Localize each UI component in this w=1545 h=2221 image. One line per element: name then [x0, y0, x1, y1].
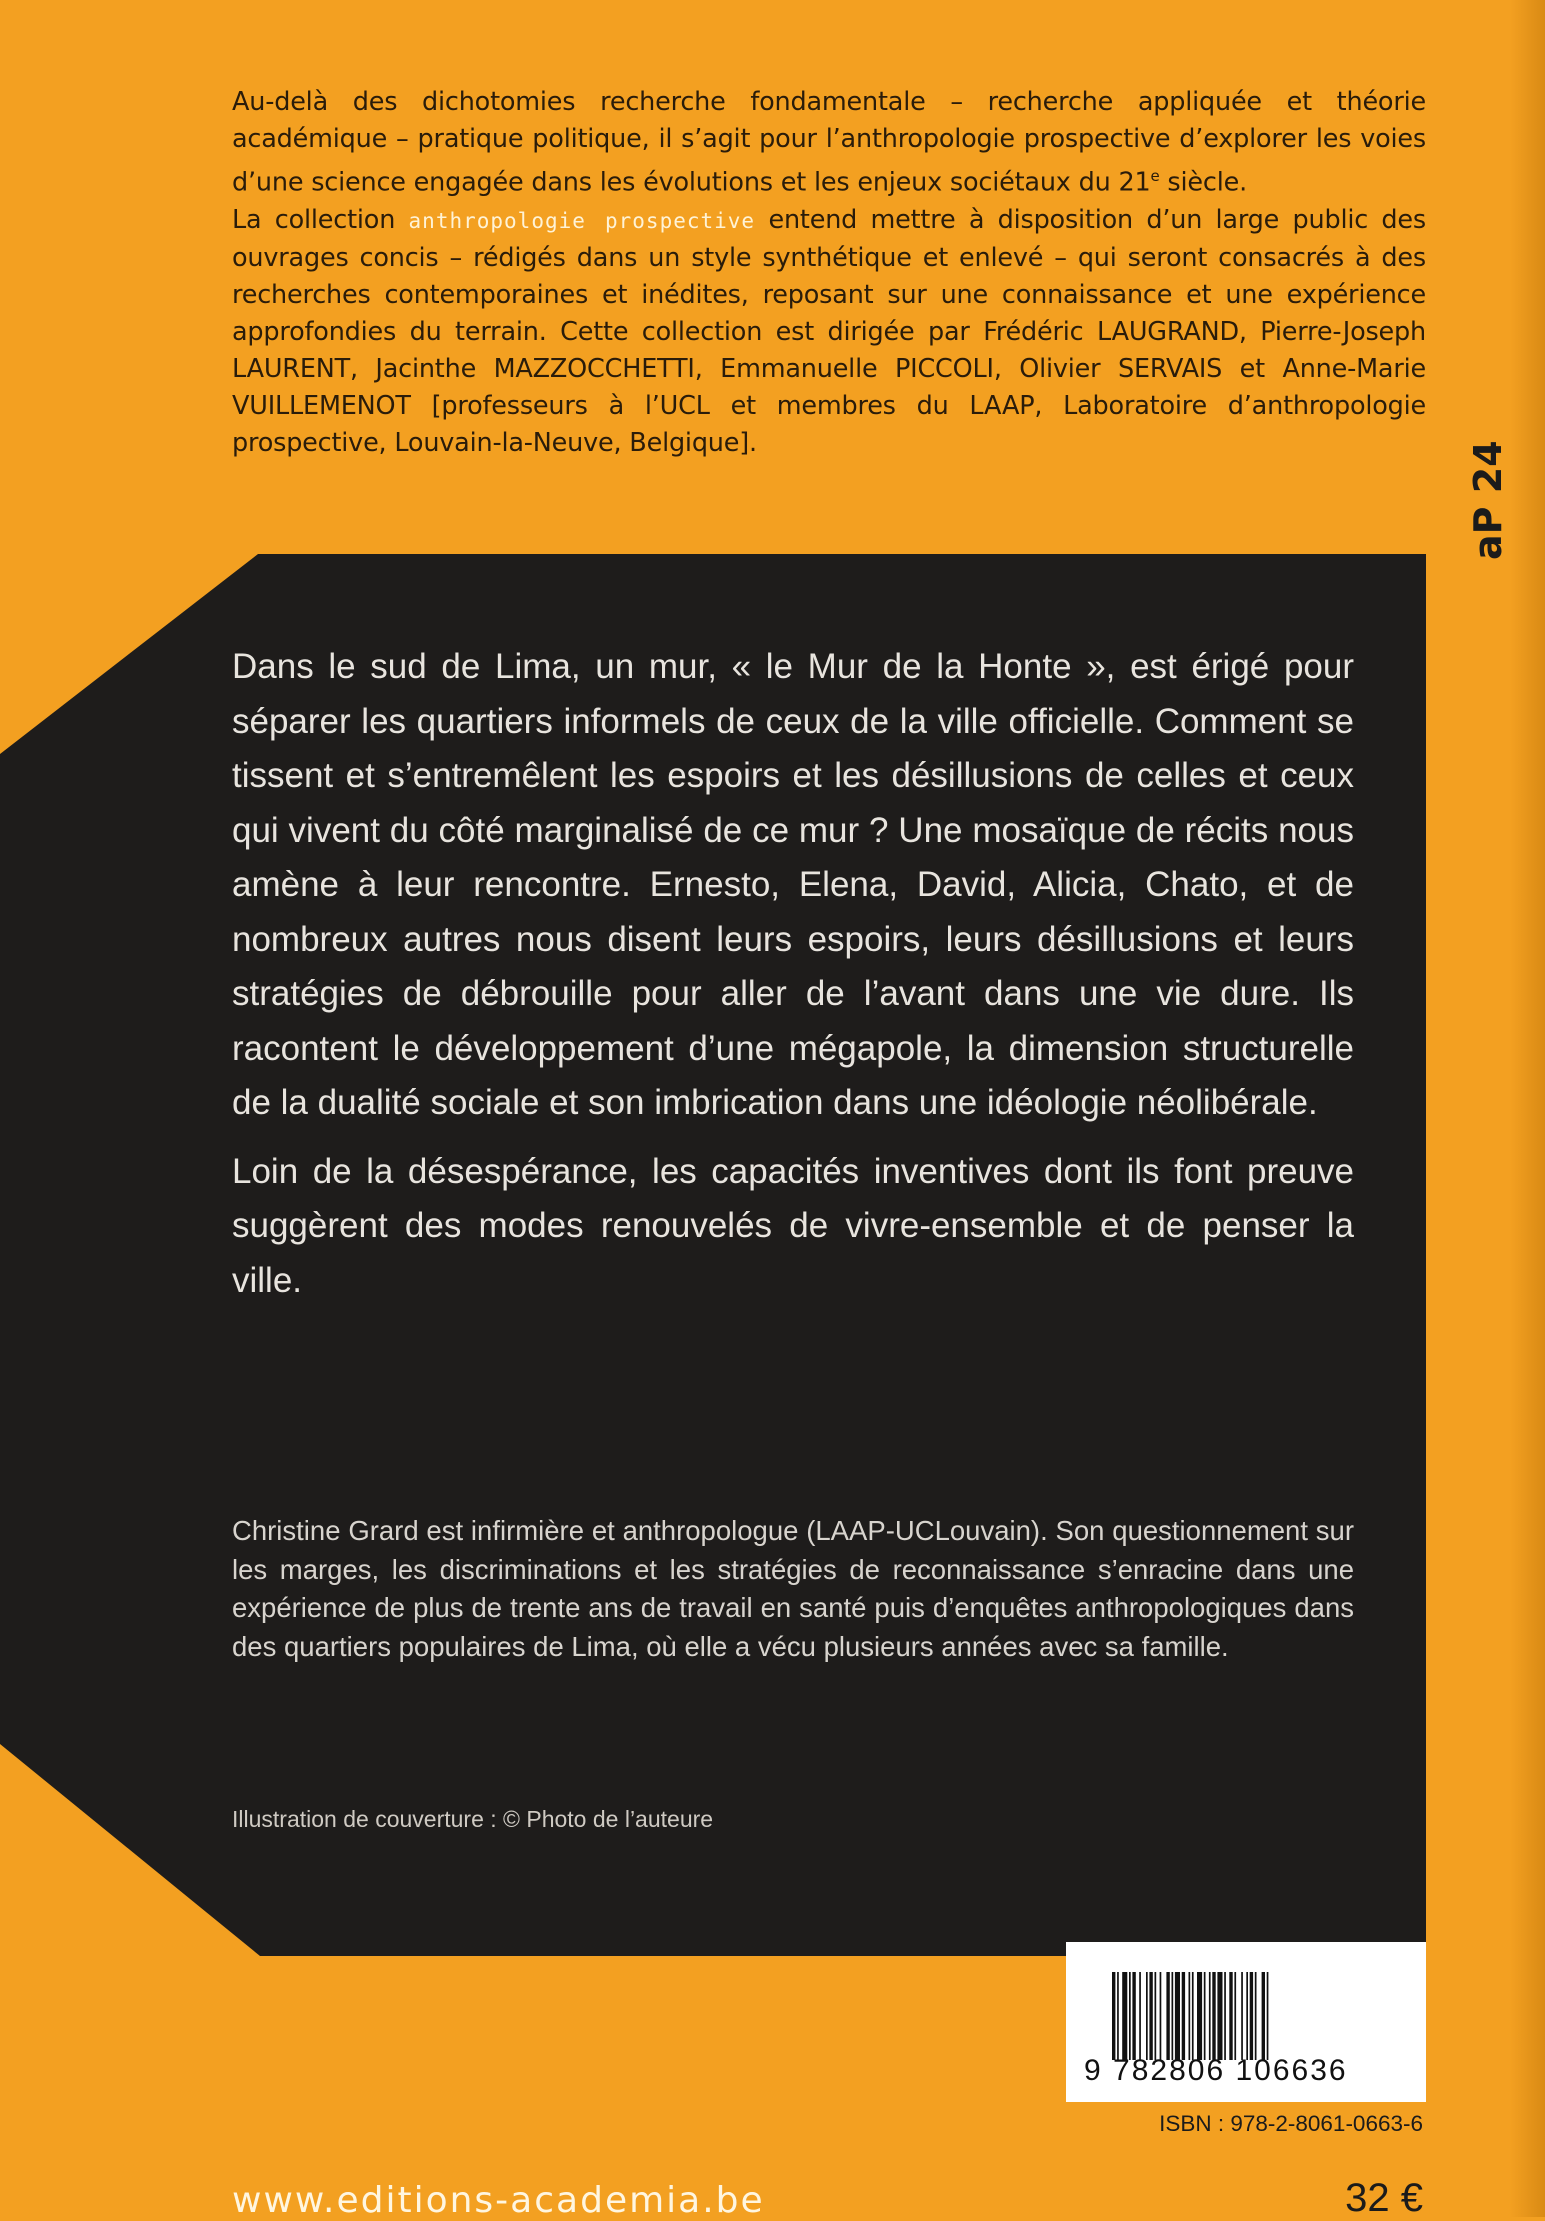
collection-details-paragraph: [232, 202, 1426, 462]
barcode: [1066, 1942, 1426, 2102]
intro-text-part2: siècle.: [1159, 167, 1247, 198]
publisher-website: www.editions-academia.be: [232, 2180, 765, 2221]
synopsis: [232, 640, 1354, 1322]
isbn: ISBN : 978-2-8061-0663-6: [1159, 2111, 1423, 2136]
collection-text-after: entend mettre à disposition d’un large public des ouvrages concis – rédigés dans un style synthétique et enlevé – qui seront consacrés à des recherches contemporaines et inédites, reposant sur une connaissance et une expérience approfondies du terrain. Cette collection est dirigée par Frédéric LAUGRAND, Pierre-Joseph LAURENT, Jacinthe MAZZOCCHETTI, Emmanuelle PICCOLI, Olivier SERVAIS et Anne-Marie VUILLEMENOT [professeurs à l’UCL et membres du LAAP, Laboratoire d’anthropologie prospective, Louvain-la-Neuve, Belgique].: [232, 204, 1426, 458]
barcode-number: 9 782806 106636: [1084, 2054, 1348, 2087]
intro-superscript: e: [1150, 167, 1160, 185]
cover-credit: Illustration de couverture : © Photo de l’auteure: [232, 1806, 714, 1832]
author-bio: Christine Grard est infirmière et anthropologue (LAAP-UCLouvain). Son questionnement sur les marges, les discriminations et les stratégies de reconnaissance s’enracine dans une expérience de plus de trente ans de travail en santé puis d’enquêtes anthropologiques dans des quartiers populaires de Lima, où elle a vécu plusieurs années avec sa famille.: [232, 1515, 1354, 1662]
spine-edge: [1510, 0, 1545, 2217]
series-number-label: aP 24: [1466, 440, 1510, 560]
barcode-bars: [1112, 1972, 1412, 2060]
intro-text-part1: Au-delà des dichotomies recherche fondamentale – recherche appliquée et théorie académique – pratique politique, il s’agit pour l’anthropologie prospective d’explorer les voies d’une science engagée dans les évolutions et les enjeux sociétaux du 21: [232, 87, 1426, 198]
price: 32 €: [1345, 2176, 1423, 2220]
synopsis-paragraph-1: Dans le sud de Lima, un mur, « le Mur de la Honte », est érigé pour séparer les quartiers informels de ceux de la ville officielle. Comment se tissent et s’entremêlent les espoirs et les désillusions de celles et ceux qui vivent du côté marginalisé de ce mur ? Une mosaïque de récits nous amène à leur rencontre. Ernesto, Elena, David, Alicia, Chato, et de nombreux autres nous disent leurs espoirs, leurs désillusions et leurs stratégies de débrouille pour aller de l’avant dans une vie dure. Ils racontent le développement d’une mégapole, la dimension structurelle de la dualité sociale et son imbrication dans une idéologie néolibérale.: [232, 647, 1354, 1122]
collection-description: [232, 84, 1426, 462]
collection-name: anthropologie prospective: [408, 208, 756, 233]
collection-intro-paragraph: [232, 84, 1426, 202]
collection-text-before: La collection: [232, 204, 409, 235]
synopsis-paragraph-2: Loin de la désespérance, les capacités inventives dont ils font preuve suggèrent des modes renouvelés de vivre-ensemble et de penser la ville.: [232, 1151, 1354, 1300]
